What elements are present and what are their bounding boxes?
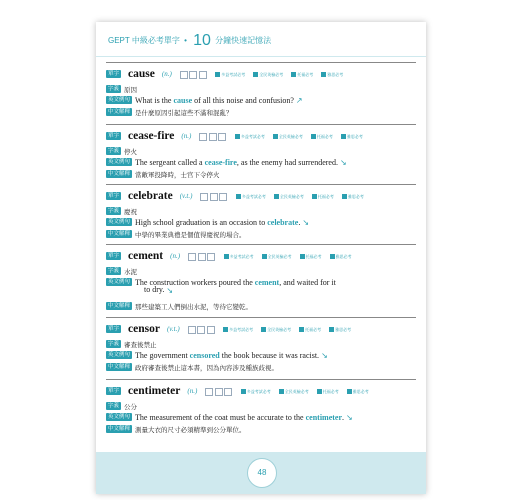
entry-divider xyxy=(106,62,416,63)
review-checkbox[interactable] xyxy=(207,253,215,261)
exam-badge xyxy=(330,254,352,260)
exam-badge-label: 多益考試必考 xyxy=(240,133,265,139)
exam-icon xyxy=(342,194,347,199)
example-text: What is the xyxy=(135,95,174,105)
translation: 中學的畢業典禮是個值得慶祝的場合。 xyxy=(135,230,246,239)
exam-badge-label: 多益考試必考 xyxy=(229,253,254,259)
exam-icon xyxy=(215,72,220,77)
exam-badge xyxy=(300,254,322,260)
exam-badge xyxy=(223,327,253,333)
meaning: 審查後禁止 xyxy=(124,340,157,349)
exam-icon xyxy=(274,194,279,199)
translation-tag: 中文解釋 xyxy=(108,171,131,178)
word-tag: 單字 xyxy=(108,326,120,333)
exam-badge-label: 全民英檢必考 xyxy=(267,253,292,259)
exam-badges xyxy=(236,187,368,205)
example-keyword: cause xyxy=(173,95,193,105)
exam-badge xyxy=(236,194,266,200)
exam-badge xyxy=(215,72,245,78)
exam-badge xyxy=(342,194,364,200)
exam-icon xyxy=(300,254,305,259)
example-keyword: cement xyxy=(254,277,280,287)
word-tag: 單字 xyxy=(108,71,120,78)
exam-icon xyxy=(223,327,228,332)
book-page xyxy=(96,22,426,494)
word-tag: 單字 xyxy=(108,133,120,140)
meaning: 水泥 xyxy=(124,267,138,276)
translation-row xyxy=(106,420,246,438)
page-header xyxy=(96,22,426,58)
example-keyword: censored xyxy=(189,350,220,360)
exam-badge-label: 全民英檢必考 xyxy=(284,388,309,394)
exam-badge xyxy=(274,194,304,200)
review-checkbox[interactable] xyxy=(199,133,207,141)
example-text: High school graduation is an occasion to xyxy=(135,217,268,227)
example-text: . xyxy=(342,412,345,422)
header-series: GEPT 中級必考單字 xyxy=(108,36,180,45)
review-checkbox[interactable] xyxy=(219,193,227,201)
example-keyword: centimeter xyxy=(305,412,343,422)
example-tag: 英文例句 xyxy=(108,159,131,166)
translation: 是什麼原因引起這些不滿和混亂？ xyxy=(135,108,233,117)
word-row xyxy=(106,127,367,143)
vocab-entry xyxy=(106,242,416,311)
exam-badges xyxy=(235,127,367,145)
translation-row xyxy=(106,297,252,315)
exam-badge xyxy=(241,389,271,395)
review-checkbox[interactable] xyxy=(189,71,197,79)
translation-row xyxy=(106,103,233,121)
review-checkbox[interactable] xyxy=(224,388,232,396)
meaning-tag: 字義 xyxy=(108,148,120,155)
meaning-tag: 字義 xyxy=(108,403,120,410)
part-of-speech: (n.) xyxy=(170,252,181,261)
part-of-speech: (n.) xyxy=(161,70,172,79)
translation: 那些建築工人們倒出水泥，等待它變乾。 xyxy=(135,302,253,311)
exam-badge-label: 全民英檢必考 xyxy=(278,133,303,139)
exam-icon xyxy=(330,254,335,259)
example-tag: 英文例句 xyxy=(108,414,131,421)
review-checkbox[interactable] xyxy=(215,388,223,396)
word-row xyxy=(106,247,356,263)
example-text: The construction workers poured the xyxy=(135,277,255,287)
checkbox-group xyxy=(180,65,209,83)
translation: 測量大衣的尺寸必須精準到公分單位。 xyxy=(135,425,246,434)
exam-badges xyxy=(241,382,373,400)
exam-badge xyxy=(261,327,291,333)
word-tag: 單字 xyxy=(108,253,120,260)
exam-badge xyxy=(321,72,343,78)
exam-badge xyxy=(311,134,333,140)
exam-icon xyxy=(291,72,296,77)
intonation-arrow-icon: ↘ xyxy=(166,285,174,295)
exam-badge xyxy=(299,327,321,333)
checkbox-group xyxy=(200,187,229,205)
translation-row xyxy=(106,225,246,243)
intonation-arrow-icon: ↘ xyxy=(339,157,347,167)
exam-badges xyxy=(223,320,355,338)
exam-badge-label: 雅思必考 xyxy=(346,133,363,139)
part-of-speech: (n.) xyxy=(187,387,198,396)
exam-icon xyxy=(317,389,322,394)
exam-badge-label: 雅思必考 xyxy=(352,388,369,394)
exam-icon xyxy=(311,134,316,139)
vocab-entry xyxy=(106,315,416,375)
translation-tag: 中文解釋 xyxy=(108,303,131,310)
exam-badge xyxy=(312,194,334,200)
vocab-entry xyxy=(106,182,416,242)
exam-badge-label: 托福必考 xyxy=(297,71,314,77)
exam-icon xyxy=(329,327,334,332)
example-tag: 英文例句 xyxy=(108,279,131,286)
exam-badge-label: 多益考試必考 xyxy=(246,388,271,394)
word-tag: 單字 xyxy=(108,193,120,200)
entry-divider xyxy=(106,244,416,245)
translation-tag: 中文解釋 xyxy=(108,231,131,238)
word-row xyxy=(106,320,355,336)
headword: cement xyxy=(128,250,164,263)
exam-icon xyxy=(241,389,246,394)
exam-badge xyxy=(224,254,254,260)
example-keyword: celebrate xyxy=(267,217,299,227)
entry-divider xyxy=(106,379,416,380)
exam-icon xyxy=(299,327,304,332)
exam-badge-label: 托福必考 xyxy=(305,326,322,332)
header-divider xyxy=(96,56,426,57)
exam-icon xyxy=(321,72,326,77)
exam-badge-label: 多益考試必考 xyxy=(229,326,254,332)
word-tag: 單字 xyxy=(108,388,120,395)
translation-row xyxy=(106,165,220,183)
example-text: , as the enemy had surrendered. xyxy=(236,157,338,167)
checkbox-group xyxy=(188,320,217,338)
review-checkbox[interactable] xyxy=(209,133,217,141)
exam-icon xyxy=(236,194,241,199)
word-row xyxy=(106,187,368,203)
translation-tag: 中文解釋 xyxy=(108,364,131,371)
translation-tag: 中文解釋 xyxy=(108,426,131,433)
exam-badge xyxy=(347,389,369,395)
example-tag: 英文例句 xyxy=(108,219,131,226)
meaning: 停火 xyxy=(124,147,138,156)
exam-badge xyxy=(291,72,313,78)
intonation-arrow-icon: ↗ xyxy=(295,95,303,105)
exam-badge xyxy=(253,72,283,78)
vocab-entry xyxy=(106,377,416,437)
entry-divider xyxy=(106,124,416,125)
example-text: The measurement of the coat must be accurate to the xyxy=(135,412,306,422)
review-checkbox[interactable] xyxy=(205,388,213,396)
exam-badge xyxy=(235,134,265,140)
exam-icon xyxy=(341,134,346,139)
meaning: 公分 xyxy=(124,402,138,411)
vocab-entry xyxy=(106,60,416,120)
vocab-entry xyxy=(106,122,416,182)
meaning-tag: 字義 xyxy=(108,341,120,348)
exam-badge xyxy=(317,389,339,395)
example-text: The sergeant called a xyxy=(135,157,205,167)
review-checkbox[interactable] xyxy=(188,253,196,261)
part-of-speech: (n.) xyxy=(181,132,192,141)
exam-badge xyxy=(329,327,351,333)
exam-badge-label: 多益考試必考 xyxy=(241,193,266,199)
exam-badge-label: 全民英檢必考 xyxy=(279,193,304,199)
meaning-tag: 字義 xyxy=(108,268,120,275)
review-checkbox[interactable] xyxy=(200,193,208,201)
review-checkbox[interactable] xyxy=(188,326,196,334)
exam-badge-label: 托福必考 xyxy=(317,193,334,199)
exam-badge-label: 托福必考 xyxy=(322,388,339,394)
exam-badge-label: 托福必考 xyxy=(305,253,322,259)
example-keyword: cease-fire xyxy=(204,157,237,167)
part-of-speech: (v.t.) xyxy=(166,325,180,334)
review-checkbox[interactable] xyxy=(197,326,205,334)
header-title xyxy=(108,32,271,50)
word-row xyxy=(106,382,373,398)
review-checkbox[interactable] xyxy=(218,133,226,141)
review-checkbox[interactable] xyxy=(210,193,218,201)
header-subtitle: 分鐘快速記憶法 xyxy=(215,36,272,45)
headword: cease-fire xyxy=(128,130,175,143)
example-text: the book because it was racist. xyxy=(219,350,320,360)
meaning: 慶祝 xyxy=(124,207,138,216)
exam-badge-label: 全民英檢必考 xyxy=(267,326,292,332)
review-checkbox[interactable] xyxy=(180,71,188,79)
headword: celebrate xyxy=(128,190,173,203)
meaning-tag: 字義 xyxy=(108,208,120,215)
exam-badge-label: 雅思必考 xyxy=(327,71,344,77)
review-checkbox[interactable] xyxy=(199,71,207,79)
exam-icon xyxy=(235,134,240,139)
exam-badge-label: 雅思必考 xyxy=(335,253,352,259)
example-text: , and waited for it xyxy=(279,277,336,287)
translation-row xyxy=(106,358,278,376)
checkbox-group xyxy=(188,247,217,265)
header-bullet-icon: • xyxy=(184,36,187,45)
review-checkbox[interactable] xyxy=(207,326,215,334)
exam-badges xyxy=(215,65,347,83)
exam-badge-label: 多益考試必考 xyxy=(221,71,246,77)
example-tag: 英文例句 xyxy=(108,352,131,359)
exam-badge-label: 雅思必考 xyxy=(335,326,352,332)
exam-icon xyxy=(279,389,284,394)
header-number: 10 xyxy=(193,32,211,49)
headword: censor xyxy=(128,323,160,336)
translation: 政府審查後禁止這本書，因為內容涉及種族歧視。 xyxy=(135,363,279,372)
example-tag: 英文例句 xyxy=(108,97,131,104)
intonation-arrow-icon: ↘ xyxy=(346,412,353,422)
example-row xyxy=(106,273,336,291)
meaning-tag: 字義 xyxy=(108,86,120,93)
checkbox-group xyxy=(199,127,228,145)
example-text: to dry. xyxy=(144,285,165,294)
exam-badge xyxy=(262,254,292,260)
example-text: of all this noise and confusion? xyxy=(192,95,294,105)
example-continuation xyxy=(144,285,173,295)
example-text: . xyxy=(298,217,301,227)
intonation-arrow-icon: ↘ xyxy=(321,350,328,360)
exam-badge-label: 全民英檢必考 xyxy=(259,71,284,77)
headword: centimeter xyxy=(128,385,181,398)
meaning: 原因 xyxy=(124,85,138,94)
checkbox-group xyxy=(205,382,234,400)
exam-badge xyxy=(279,389,309,395)
exam-icon xyxy=(312,194,317,199)
exam-icon xyxy=(347,389,352,394)
example-text: The government xyxy=(135,350,190,360)
exam-badge xyxy=(341,134,363,140)
exam-icon xyxy=(273,134,278,139)
exam-icon xyxy=(261,327,266,332)
headword: cause xyxy=(128,68,155,81)
entry-divider xyxy=(106,317,416,318)
word-row xyxy=(106,65,347,81)
intonation-arrow-icon: ↘ xyxy=(302,217,310,227)
review-checkbox[interactable] xyxy=(198,253,206,261)
exam-badge-label: 雅思必考 xyxy=(347,193,364,199)
translation: 當敵軍投降時，士官下令停火 xyxy=(135,170,220,179)
page-number: 48 xyxy=(247,458,277,488)
exam-icon xyxy=(253,72,258,77)
entry-divider xyxy=(106,184,416,185)
part-of-speech: (v.t.) xyxy=(179,192,193,201)
translation-tag: 中文解釋 xyxy=(108,109,131,116)
exam-icon xyxy=(224,254,229,259)
exam-icon xyxy=(262,254,267,259)
exam-badge xyxy=(273,134,303,140)
exam-badges xyxy=(224,247,356,265)
exam-badge-label: 托福必考 xyxy=(316,133,333,139)
